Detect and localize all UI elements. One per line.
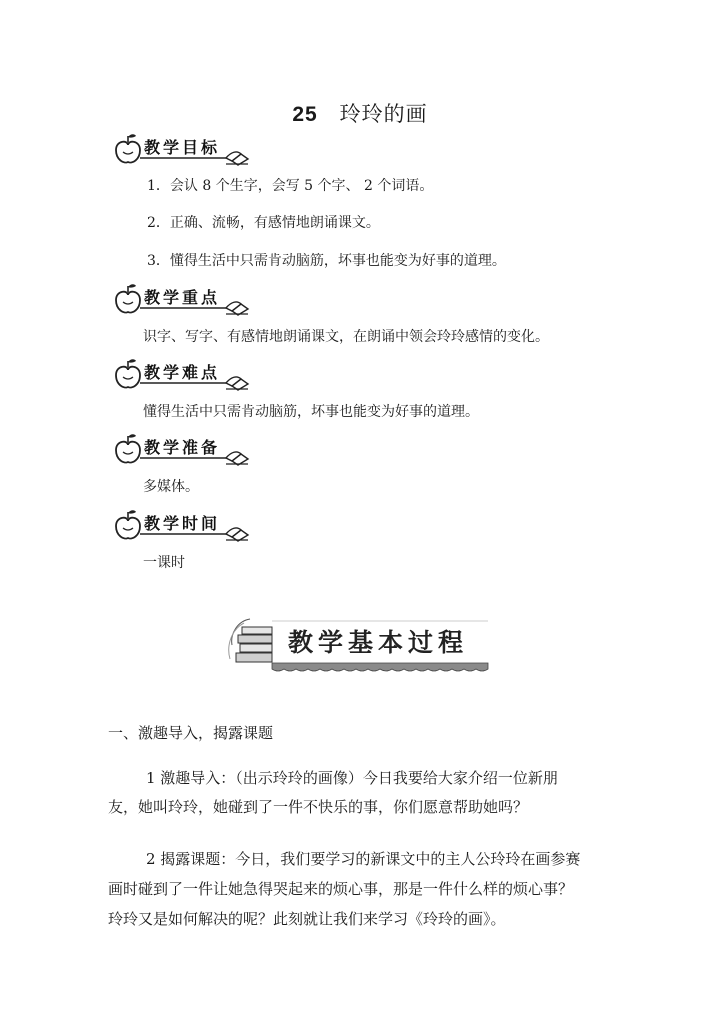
section-heading-difficulties bbox=[106, 353, 256, 395]
key-points-text: 识字、写字、有感情地朗诵课文，在朗诵中领会玲玲感情的变化。 bbox=[143, 329, 549, 345]
lesson-number: 25 bbox=[292, 103, 318, 126]
section-heading-time bbox=[106, 504, 256, 546]
para2-line3: 玲玲又是如何解决的呢？此刻就让我们来学习《玲玲的画》。 bbox=[108, 910, 506, 928]
goal-item-1: 1．会认 8 个生字，会写 5 个字、 2 个词语。 bbox=[147, 178, 434, 194]
goals-heading: 教学目标 bbox=[144, 138, 221, 157]
step1-heading: 一、激趣导入，揭露课题 bbox=[108, 724, 274, 742]
lesson-name: 玲玲的画 bbox=[339, 102, 428, 126]
difficulties-heading: 教学难点 bbox=[144, 363, 221, 382]
para1-line1: 1 激趣导入：（出示玲玲的画像）今日我要给大家介绍一位新朋 bbox=[146, 769, 558, 787]
key-points-heading: 教学重点 bbox=[144, 288, 221, 307]
time-text: 一课时 bbox=[143, 555, 185, 571]
section-heading-goals bbox=[106, 128, 256, 170]
para2-line2: 画时碰到了一件让她急得哭起来的烦心事，那是一件什么样的烦心事？ bbox=[108, 880, 574, 898]
para2-line1: 2 揭露课题：今日，我们要学习的新课文中的主人公玲玲在画参赛 bbox=[146, 850, 581, 868]
process-banner-title: 教学基本过程 bbox=[288, 628, 469, 657]
section-heading-preparation bbox=[106, 428, 256, 470]
lesson-title bbox=[0, 98, 720, 128]
goal-item-2: 2．正确、流畅，有感情地朗诵课文。 bbox=[147, 215, 380, 231]
preparation-heading: 教学准备 bbox=[144, 438, 221, 457]
section-heading-key-points bbox=[106, 278, 256, 320]
process-banner bbox=[228, 615, 498, 675]
time-heading: 教学时间 bbox=[144, 514, 221, 533]
para1-line2: 友，她叫玲玲，她碰到了一件不快乐的事，你们愿意帮助她吗？ bbox=[108, 798, 529, 816]
goal-item-3: 3．懂得生活中只需肯动脑筋，坏事也能变为好事的道理。 bbox=[147, 253, 506, 269]
preparation-text: 多媒体。 bbox=[143, 479, 199, 495]
difficulties-text: 懂得生活中只需肯动脑筋，坏事也能变为好事的道理。 bbox=[143, 404, 479, 420]
